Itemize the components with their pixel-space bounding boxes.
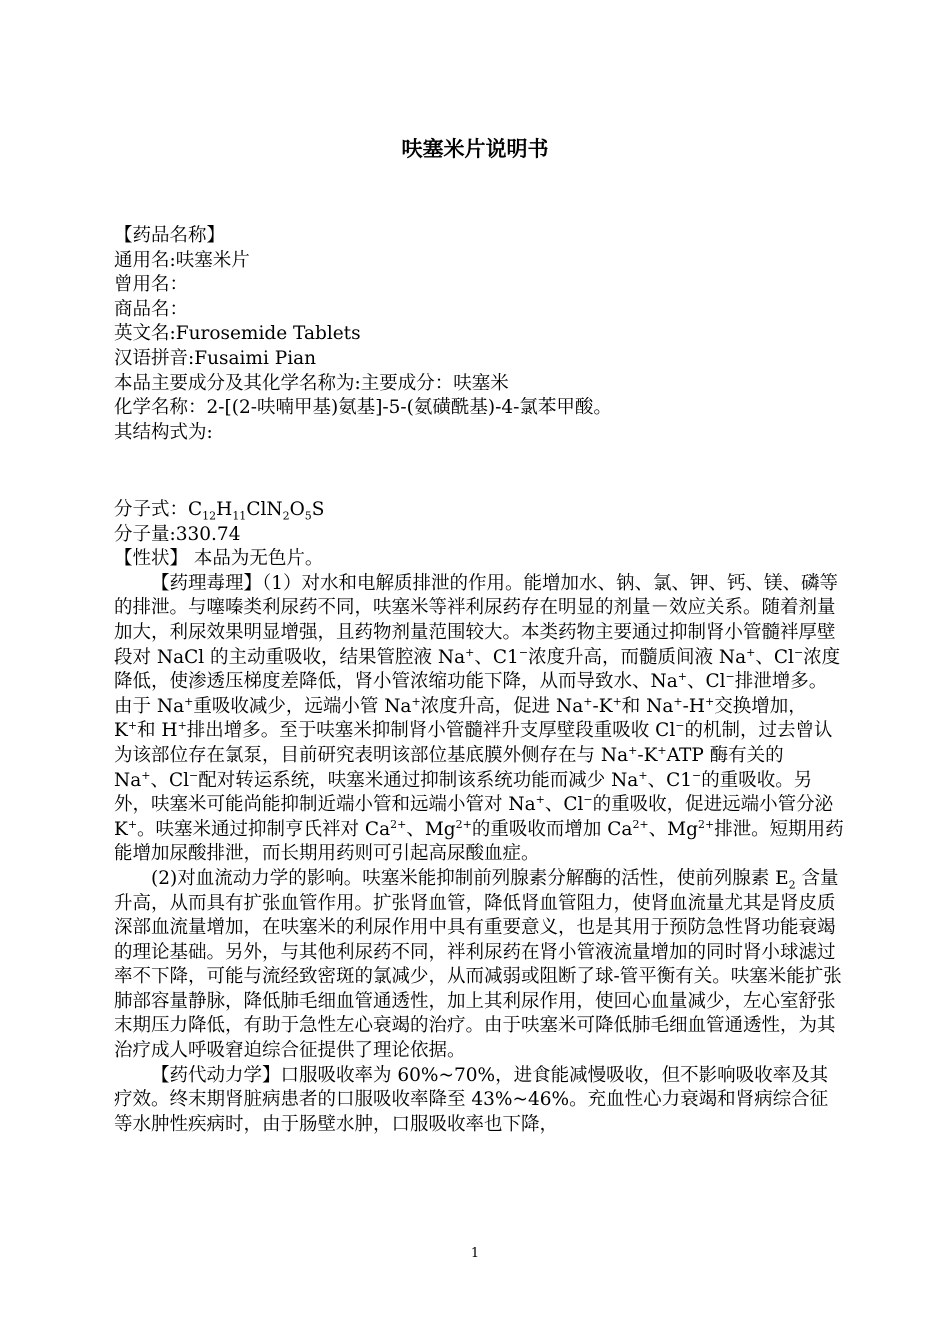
text-segment: 含量升高，从而具有扩张血管作用。扩张肾血管，降低肾血管阻力，使肾血流量尤其是肾皮质深部血流量增加，在呋塞米的利尿作用中具有重要意义，也是其用于预防急性肾功能衰竭的理论基础。另外，与其他利尿药不同，袢利尿药在肾小管液流量增加的同时肾小球滤过率不下降，可能与流经致密斑的氯减少，从而减弱或阻断了球-管平衡有关。呋塞米能扩张肺部容量静脉，降低肺毛细血管通透性，加上其利尿作用，使回心血量减少，左心室舒张末期压力降低，有助于急性左心衰竭的治疗。由于呋塞米可降低肺毛细血管通透性，为其治疗成人呼吸窘迫综合征提供了理论依据。 xyxy=(114,867,842,1062)
text-segment: 、Mg xyxy=(406,818,456,840)
text-segment: 、Cl xyxy=(544,794,584,816)
text-segment: 浓度升高，促进 Na xyxy=(420,695,584,717)
text-segment: 和 Na xyxy=(621,695,674,717)
drug-name-section xyxy=(114,224,844,445)
properties-text: 本品为无色片。 xyxy=(188,548,324,570)
superscript: + xyxy=(127,817,138,831)
subscript: 11 xyxy=(232,509,247,523)
superscript: + xyxy=(673,694,683,708)
text-segment: 、Cl xyxy=(686,671,726,693)
molecular-formula xyxy=(114,498,844,523)
text-segment: H xyxy=(216,499,233,520)
text-segment: 重吸收减少，远端小管 Na xyxy=(193,695,412,717)
superscript: + xyxy=(465,645,475,659)
superscript: + xyxy=(705,694,715,708)
molecular-formula-label: 分子式： xyxy=(114,499,189,520)
pharmacology-paragraph-1 xyxy=(114,572,844,867)
pharmacokinetics-paragraph xyxy=(114,1064,844,1138)
pharmacokinetics-text: 口服吸收率为 60%~70%，进食能减慢吸收，但不影响吸收率及其疗效。终末期肾脏病患者的口服吸收率降至 43%~46%。充血性心力衰竭和肾病综合征等水肿性疾病时，由于肠壁水肿，口服吸收率也下降， xyxy=(114,1064,829,1135)
text-segment: 、Cl xyxy=(150,769,190,791)
text-segment: 的重吸收，促进远端小管分泌 K xyxy=(114,794,834,840)
superscript: − xyxy=(518,645,529,659)
superscript: 2+ xyxy=(697,817,715,831)
superscript: + xyxy=(677,670,687,683)
text-segment: 的重吸收。另外，呋塞米可能尚能抑制近端小管和远端小管对 Na xyxy=(114,769,813,816)
superscript: − xyxy=(692,768,702,782)
superscript: + xyxy=(657,743,667,757)
main-composition: 本品主要成分及其化学名称为:主要成分：呋塞米 xyxy=(114,372,509,394)
text-segment: 的重吸收而增加 Ca xyxy=(471,818,633,840)
superscript: − xyxy=(675,719,685,733)
page-number: 1 xyxy=(470,1246,480,1261)
trade-name: 商品名： xyxy=(114,298,189,320)
superscript: + xyxy=(184,694,194,708)
superscript: + xyxy=(535,792,545,806)
text-segment: 、Mg xyxy=(648,818,698,840)
text-segment: -K xyxy=(637,744,658,766)
superscript: + xyxy=(628,743,638,757)
superscript: 2+ xyxy=(390,817,407,831)
text-segment: 排泄增多。由于 Na xyxy=(114,671,828,717)
text-segment: S xyxy=(311,499,325,520)
text-segment: 的机制，过去曾认为该部位存在氯泵，目前研究表明该部位基底膜外侧存在与 Na xyxy=(114,720,833,766)
text-segment: 、Cl xyxy=(755,646,794,668)
subscript: 5 xyxy=(304,509,312,523)
text-segment: 和 H xyxy=(137,720,178,742)
superscript: − xyxy=(725,670,735,683)
superscript: + xyxy=(638,768,648,782)
chemical-name: 化学名称：2-[(2-呋喃甲基)氨基]-5-(氨磺酰基)-4-氯苯甲酸。 xyxy=(114,397,612,419)
superscript: + xyxy=(411,694,421,708)
text-segment: 交换增加，K xyxy=(114,695,807,742)
superscript: + xyxy=(127,719,138,733)
pharmacology-paragraph-2 xyxy=(114,867,844,1064)
text-segment: 排出增多。至于呋塞米抑制肾小管髓袢升支厚壁段重吸收 Cl xyxy=(186,720,676,742)
pinyin-name: 汉语拼音:Fusaimi Pian xyxy=(114,347,317,369)
text-segment: O xyxy=(289,499,305,520)
text-segment: 配对转运系统，呋塞米通过抑制该系统功能而减少 Na xyxy=(198,769,639,791)
superscript: + xyxy=(177,719,187,733)
text-segment: 。呋塞米通过抑制亨氏袢对 Ca xyxy=(137,818,391,840)
drug-name-heading: 【药品名称】 xyxy=(114,225,226,246)
generic-name: 通用名:呋塞米片 xyxy=(114,249,250,271)
pharmacokinetics-heading: 【药代动力学】 xyxy=(151,1064,281,1086)
document-title: 呋塞米片说明书 xyxy=(401,137,549,161)
text-segment: 浓度升高，而髓质间液 Na xyxy=(528,646,747,668)
molecular-weight: 分子量:330.74 xyxy=(114,523,241,545)
text-segment: ClN xyxy=(246,499,283,520)
molecular-formula-value xyxy=(188,499,325,523)
former-name: 曾用名： xyxy=(114,274,189,296)
subscript: 12 xyxy=(202,509,217,523)
text-segment: （1）对水和电解质排泄的作用。能增加水、钠、氯、钾、钙、镁、磷等的排泄。与噻嗪类利尿药不同，呋塞米等袢利尿药存在明显的剂量－效应关系。随着剂量加大，利尿效果明显增强，且药物剂量范围较大。本类药物主要通过抑制肾小管髓袢厚壁段对 NaCl 的主动重吸收，结果管腔液 Na xyxy=(114,572,839,668)
superscript: + xyxy=(583,694,593,708)
pharmacology-heading: 【药理毒理】 xyxy=(151,572,263,594)
subscript: 2 xyxy=(788,878,796,892)
superscript: + xyxy=(141,768,151,782)
text-segment: 、C1 xyxy=(647,769,692,791)
properties-paragraph xyxy=(114,547,844,572)
superscript: − xyxy=(189,768,199,782)
body-section xyxy=(114,498,844,1137)
text-segment: C xyxy=(188,499,203,520)
text-segment: ATP 酶有关的 Na xyxy=(114,744,784,791)
text-segment: 、C1 xyxy=(474,646,519,668)
text-segment: (2)对血流动力学的影响。呋塞米能抑制前列腺素分解酶的活性，使前列腺素 E xyxy=(151,867,789,889)
superscript: − xyxy=(793,645,804,659)
text-segment: 排泄。短期用药能增加尿酸排泄，而长期用药则可引起高尿酸血症。 xyxy=(114,818,844,865)
properties-heading: 【性状】 xyxy=(114,548,189,570)
structure-label: 其结构式为: xyxy=(114,421,213,443)
superscript: 2+ xyxy=(632,817,649,831)
english-name: 英文名:Furosemide Tablets xyxy=(114,323,361,345)
text-segment: -H xyxy=(682,695,705,717)
text-segment: 浓度降低，使渗透压梯度差降低，肾小管浓缩功能下降，从而导致水、Na xyxy=(114,646,841,693)
superscript: 2+ xyxy=(455,817,472,831)
superscript: − xyxy=(583,792,593,806)
subscript: 2 xyxy=(282,509,290,523)
text-segment: -K xyxy=(592,695,613,717)
superscript: + xyxy=(612,694,622,708)
pharmacology-text-1 xyxy=(114,573,844,865)
superscript: + xyxy=(746,645,756,659)
